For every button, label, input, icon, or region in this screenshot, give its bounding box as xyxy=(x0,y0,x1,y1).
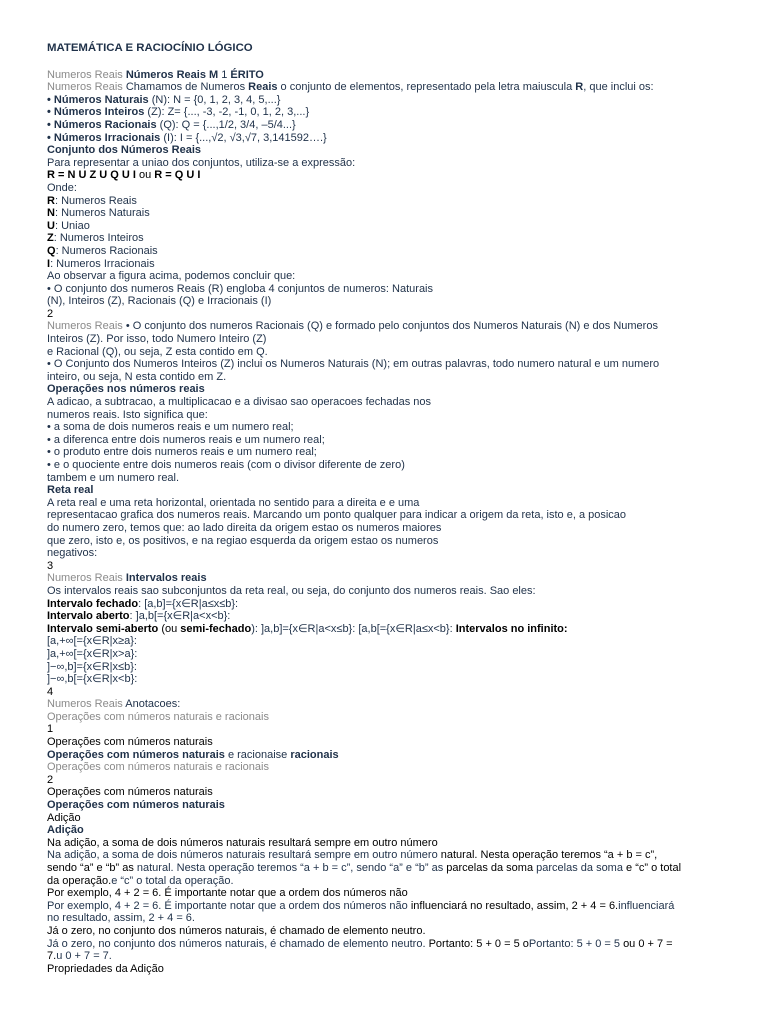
text-line xyxy=(47,258,727,271)
text-run: Numeros Reais xyxy=(47,81,126,94)
text-line xyxy=(47,383,727,396)
text-run: Operações com números naturais e racionais xyxy=(47,710,269,723)
text-run: no resultado, assim, 2 + 4 = 6. xyxy=(47,912,195,925)
text-line xyxy=(47,409,727,422)
text-line xyxy=(47,333,727,346)
text-run: e racionaise xyxy=(224,748,291,761)
text-line xyxy=(47,812,727,825)
text-line xyxy=(47,774,727,787)
text-line xyxy=(47,661,727,674)
text-line xyxy=(47,585,727,598)
text-run: representacao grafica dos numeros reais. Marcando um ponto qualquer para indicar a origem da reta, isto e, a posicao xyxy=(47,509,627,522)
text-run: R xyxy=(47,194,55,207)
text-line xyxy=(47,421,727,434)
text-run: • O Conjunto dos Numeros Inteiros (Z) inclui os Numeros Naturais (N); em outras palavras, todo numero natural e um numero xyxy=(47,358,660,371)
text-run: racionais xyxy=(290,748,339,761)
text-run: Por exemplo, 4 + 2 = 6. É importante notar que a ordem dos números não xyxy=(47,899,411,912)
text-line xyxy=(47,207,727,220)
text-run: Z xyxy=(47,232,54,245)
text-run: 1 xyxy=(47,723,54,736)
text-run: influenciará xyxy=(618,899,675,912)
text-run: Operações com números naturais xyxy=(47,736,213,749)
text-run: 7. xyxy=(47,950,57,963)
text-run: Ao observar a figura acima, podemos concluir que: xyxy=(47,270,296,283)
text-line xyxy=(47,849,727,862)
text-line xyxy=(47,610,727,623)
text-run: : [a,b]={x∈R|a≤x≤b}: xyxy=(138,597,239,610)
text-run: influenciará no resultado, assim, 2 + 4 = 6. xyxy=(410,899,619,912)
text-line xyxy=(47,761,727,774)
text-line xyxy=(47,736,727,749)
text-run: Operações com números naturais xyxy=(47,786,213,799)
text-run: 2 xyxy=(47,307,54,320)
text-run: e “c” o total xyxy=(626,862,682,874)
text-line xyxy=(47,94,727,107)
text-line xyxy=(47,912,727,925)
text-run: Já o zero, no conjunto dos números naturais, é chamado de elemento neutro. xyxy=(47,937,429,950)
text-run: Intervalo fechado xyxy=(47,597,139,610)
text-run: Para representar a uniao dos conjuntos, utiliza-se a expressão: xyxy=(47,156,356,169)
text-run: Adição xyxy=(47,824,84,837)
text-line xyxy=(47,698,727,711)
text-line xyxy=(47,434,727,447)
text-run: • O conjunto dos numeros Reais (R) engloba 4 conjuntos de numeros: Naturais xyxy=(47,282,433,295)
text-line xyxy=(47,509,727,522)
text-run: Conjunto dos Números Reais xyxy=(47,144,202,157)
text-run: : ]a,b[={x∈R|a<x<b}: xyxy=(129,610,231,623)
text-line xyxy=(47,963,727,976)
text-line xyxy=(47,598,727,611)
text-line xyxy=(47,535,727,548)
text-line xyxy=(47,887,727,900)
text-line xyxy=(47,459,727,472)
text-run: Operações nos números reais xyxy=(47,383,205,396)
text-line xyxy=(47,295,727,308)
text-run: natural. Nesta operação teremos “a + b = c”, sendo “a” e “b” as xyxy=(136,862,447,874)
text-run: • o produto entre dois numeros reais e um numero real; xyxy=(47,446,317,459)
text-run: 2 xyxy=(47,773,54,786)
text-run: sendo “a” e “b” as xyxy=(47,862,137,874)
text-run: • a soma de dois numeros reais e um numero real; xyxy=(47,421,294,434)
text-run: Intervalo aberto xyxy=(47,610,130,623)
text-line xyxy=(47,547,727,560)
text-run: Numeros Reais xyxy=(47,68,126,81)
text-run: Os intervalos reais sao subconjuntos da reta real, ou seja, do conjunto dos numeros reais. Sao eles: xyxy=(47,584,536,597)
text-run: Reta real xyxy=(47,484,94,497)
text-run: Anotacoes: xyxy=(125,698,181,711)
text-run: Intervalo semi-aberto xyxy=(47,622,159,635)
text-run: e Racional (Q), ou seja, Z esta contido em Q. xyxy=(47,345,268,358)
text-run: • Números Racionais xyxy=(47,118,157,131)
text-run: Inteiros (Z). Por isso, todo Numero Inteiro (Z) xyxy=(47,333,267,346)
text-run: Na adição, a soma de dois números naturais resultará sempre em outro número xyxy=(47,836,438,849)
text-line xyxy=(47,182,727,195)
text-run: Reais xyxy=(248,81,278,94)
text-line xyxy=(47,938,727,951)
text-line xyxy=(47,723,727,736)
text-run: parcelas da soma xyxy=(536,862,627,874)
text-run: da operação. xyxy=(47,874,112,887)
text-line xyxy=(47,283,727,296)
text-run: 1 xyxy=(221,68,231,81)
text-run: tambem e um numero real. xyxy=(47,471,180,484)
text-line xyxy=(47,472,727,485)
text-run: I xyxy=(47,257,51,270)
text-line xyxy=(47,144,727,157)
text-run: parcelas da soma xyxy=(446,862,537,874)
text-line xyxy=(47,320,727,333)
text-run: • Números Naturais xyxy=(47,93,149,106)
text-run: Numeros Reais xyxy=(47,572,126,585)
text-run: ]−∞,b]={x∈R|x≤b}: xyxy=(47,660,137,673)
text-line xyxy=(47,132,727,145)
text-run: Adição xyxy=(47,811,81,824)
text-run: • Números Irracionais xyxy=(47,131,161,144)
text-run: (ou xyxy=(158,622,181,635)
text-line xyxy=(47,711,727,724)
text-run: Portanto: 5 + 0 = 5 o xyxy=(428,937,529,950)
text-run: • Números Inteiros xyxy=(47,106,145,119)
text-run: Onde: xyxy=(47,181,77,194)
text-line xyxy=(47,157,727,170)
text-line xyxy=(47,446,727,459)
text-run: A reta real e uma reta horizontal, orientada no sentido para a direita e e uma xyxy=(47,496,420,509)
text-line xyxy=(47,69,727,82)
text-run: : Numeros Reais xyxy=(54,194,137,207)
text-line xyxy=(47,119,727,132)
document-title: MATEMÁTICA E RACIOCÍNIO LÓGICO xyxy=(47,42,253,54)
text-line xyxy=(47,346,727,359)
text-line xyxy=(47,648,727,661)
text-run: Operações com números naturais e racionais xyxy=(47,761,269,774)
text-run: negativos: xyxy=(47,547,98,560)
text-line xyxy=(47,169,727,182)
text-run: N xyxy=(47,207,55,220)
text-line xyxy=(47,824,727,837)
text-run: inteiro, ou seja, N esta contido em Z. xyxy=(47,370,227,383)
text-line xyxy=(47,522,727,535)
text-run: [a,+∞[={x∈R|x≥a}: xyxy=(47,635,137,648)
text-run: Chamamos de Numeros xyxy=(125,81,249,94)
text-line xyxy=(47,635,727,648)
text-run: ]a,+∞[={x∈R|x>a}: xyxy=(47,647,138,660)
document-body xyxy=(47,69,727,976)
text-run: • e o quociente entre dois numeros reais (com o divisor diferente de zero) xyxy=(47,459,405,471)
text-run: do numero zero, temos que: ao lado direita da origem estao os numeros maiores xyxy=(47,521,442,534)
text-line xyxy=(47,799,727,812)
text-run: : Numeros Irracionais xyxy=(50,257,155,270)
text-line xyxy=(47,925,727,938)
text-line xyxy=(47,950,727,963)
text-run: • O conjunto dos numeros Racionais (Q) e formado pelo conjuntos dos Numeros Naturais (N) e dos Numeros xyxy=(125,320,658,333)
text-run: u 0 + 7 = 7. xyxy=(56,950,112,963)
text-line xyxy=(47,749,727,762)
text-line xyxy=(47,358,727,371)
text-line xyxy=(47,245,727,258)
text-run: : Numeros Inteiros xyxy=(53,232,144,245)
text-run: : Uniao xyxy=(54,219,90,232)
text-line xyxy=(47,308,727,321)
text-run: 4 xyxy=(47,685,54,698)
text-line xyxy=(47,623,727,636)
text-line xyxy=(47,220,727,233)
text-run: , que inclui os: xyxy=(583,81,654,94)
text-run: (N), Inteiros (Z), Racionais (Q) e Irracionais (I) xyxy=(47,295,272,308)
text-run: o conjunto de elementos, representado pela letra maiuscula xyxy=(277,81,576,94)
text-line xyxy=(47,371,727,384)
text-line xyxy=(47,195,727,208)
text-line xyxy=(47,786,727,799)
text-run: ou xyxy=(135,169,155,182)
text-run: Por exemplo, 4 + 2 = 6. É importante notar que a ordem dos números não xyxy=(47,887,408,900)
text-line xyxy=(47,106,727,119)
text-run: (I): I = {...,√2, √3,√7, 3,141592….} xyxy=(160,131,327,144)
text-run: • a diferenca entre dois numeros reais e um numero real; xyxy=(47,433,325,446)
text-run: ÉRITO xyxy=(230,68,264,81)
text-line xyxy=(47,396,727,409)
text-run: Operações com números naturais xyxy=(47,799,225,812)
text-line xyxy=(47,837,727,850)
text-run: Intervalos no infinito: xyxy=(455,622,568,635)
text-run: Operações com números naturais xyxy=(47,748,225,761)
text-line xyxy=(47,875,727,888)
text-run: R xyxy=(575,81,584,94)
text-run: : Numeros Racionais xyxy=(55,244,158,257)
text-run: R = Q U I xyxy=(154,169,201,182)
text-run: (Q): Q = {...,1/2, 3/4, –5/4...} xyxy=(156,118,296,131)
text-line xyxy=(47,270,727,283)
text-run: R = N U Z U Q U I xyxy=(47,169,136,182)
text-run: ou 0 + 7 = xyxy=(623,937,673,950)
text-line xyxy=(47,232,727,245)
text-run: Números Reais M xyxy=(125,68,222,81)
text-line xyxy=(47,560,727,573)
text-run: (Z): Z= {..., -3, -2, -1, 0, 1, 2, 3,...} xyxy=(144,106,310,119)
text-run: : Numeros Naturais xyxy=(54,207,150,220)
text-run: Portanto: 5 + 0 = 5 xyxy=(528,937,624,950)
text-run: Já o zero, no conjunto dos números naturais, é chamado de elemento neutro. xyxy=(47,924,426,937)
text-line xyxy=(47,862,727,875)
text-run: Intervalos reais xyxy=(125,572,207,585)
text-run: natural. Nesta operação teremos “a + b = c”, xyxy=(440,849,658,862)
text-run: A adicao, a subtracao, a multiplicacao e a divisao sao operacoes fechadas nos xyxy=(47,396,432,409)
text-run: que zero, isto e, os positivos, e na regiao esquerda da origem estao os numeros xyxy=(47,534,439,547)
text-run: Q xyxy=(47,244,56,257)
text-line xyxy=(47,497,727,510)
document-page xyxy=(47,42,727,975)
text-run: ): ]a,b]={x∈R|a<x≤b}: [a,b[={x∈R|a≤x<b}: xyxy=(251,622,456,635)
text-line xyxy=(47,81,727,94)
text-run: (N): N = {0, 1, 2, 3, 4, 5,...} xyxy=(148,93,281,106)
text-run: Numeros Reais xyxy=(47,698,126,711)
text-run: Na adição, a soma de dois números naturais resultará sempre em outro número xyxy=(47,849,441,862)
text-line xyxy=(47,484,727,497)
text-line xyxy=(47,572,727,585)
text-run: U xyxy=(47,219,55,232)
text-run: Numeros Reais xyxy=(47,320,126,333)
text-run: e “c” o total da operação. xyxy=(111,874,234,887)
text-line xyxy=(47,900,727,913)
text-run: ]−∞,b[={x∈R|x<b}: xyxy=(47,673,138,686)
text-run: 3 xyxy=(47,559,54,572)
text-run: Propriedades da Adição xyxy=(47,962,164,975)
text-run: semi-fechado xyxy=(180,622,252,635)
text-run: numeros reais. Isto significa que: xyxy=(47,408,208,421)
text-line xyxy=(47,673,727,686)
text-line xyxy=(47,686,727,699)
